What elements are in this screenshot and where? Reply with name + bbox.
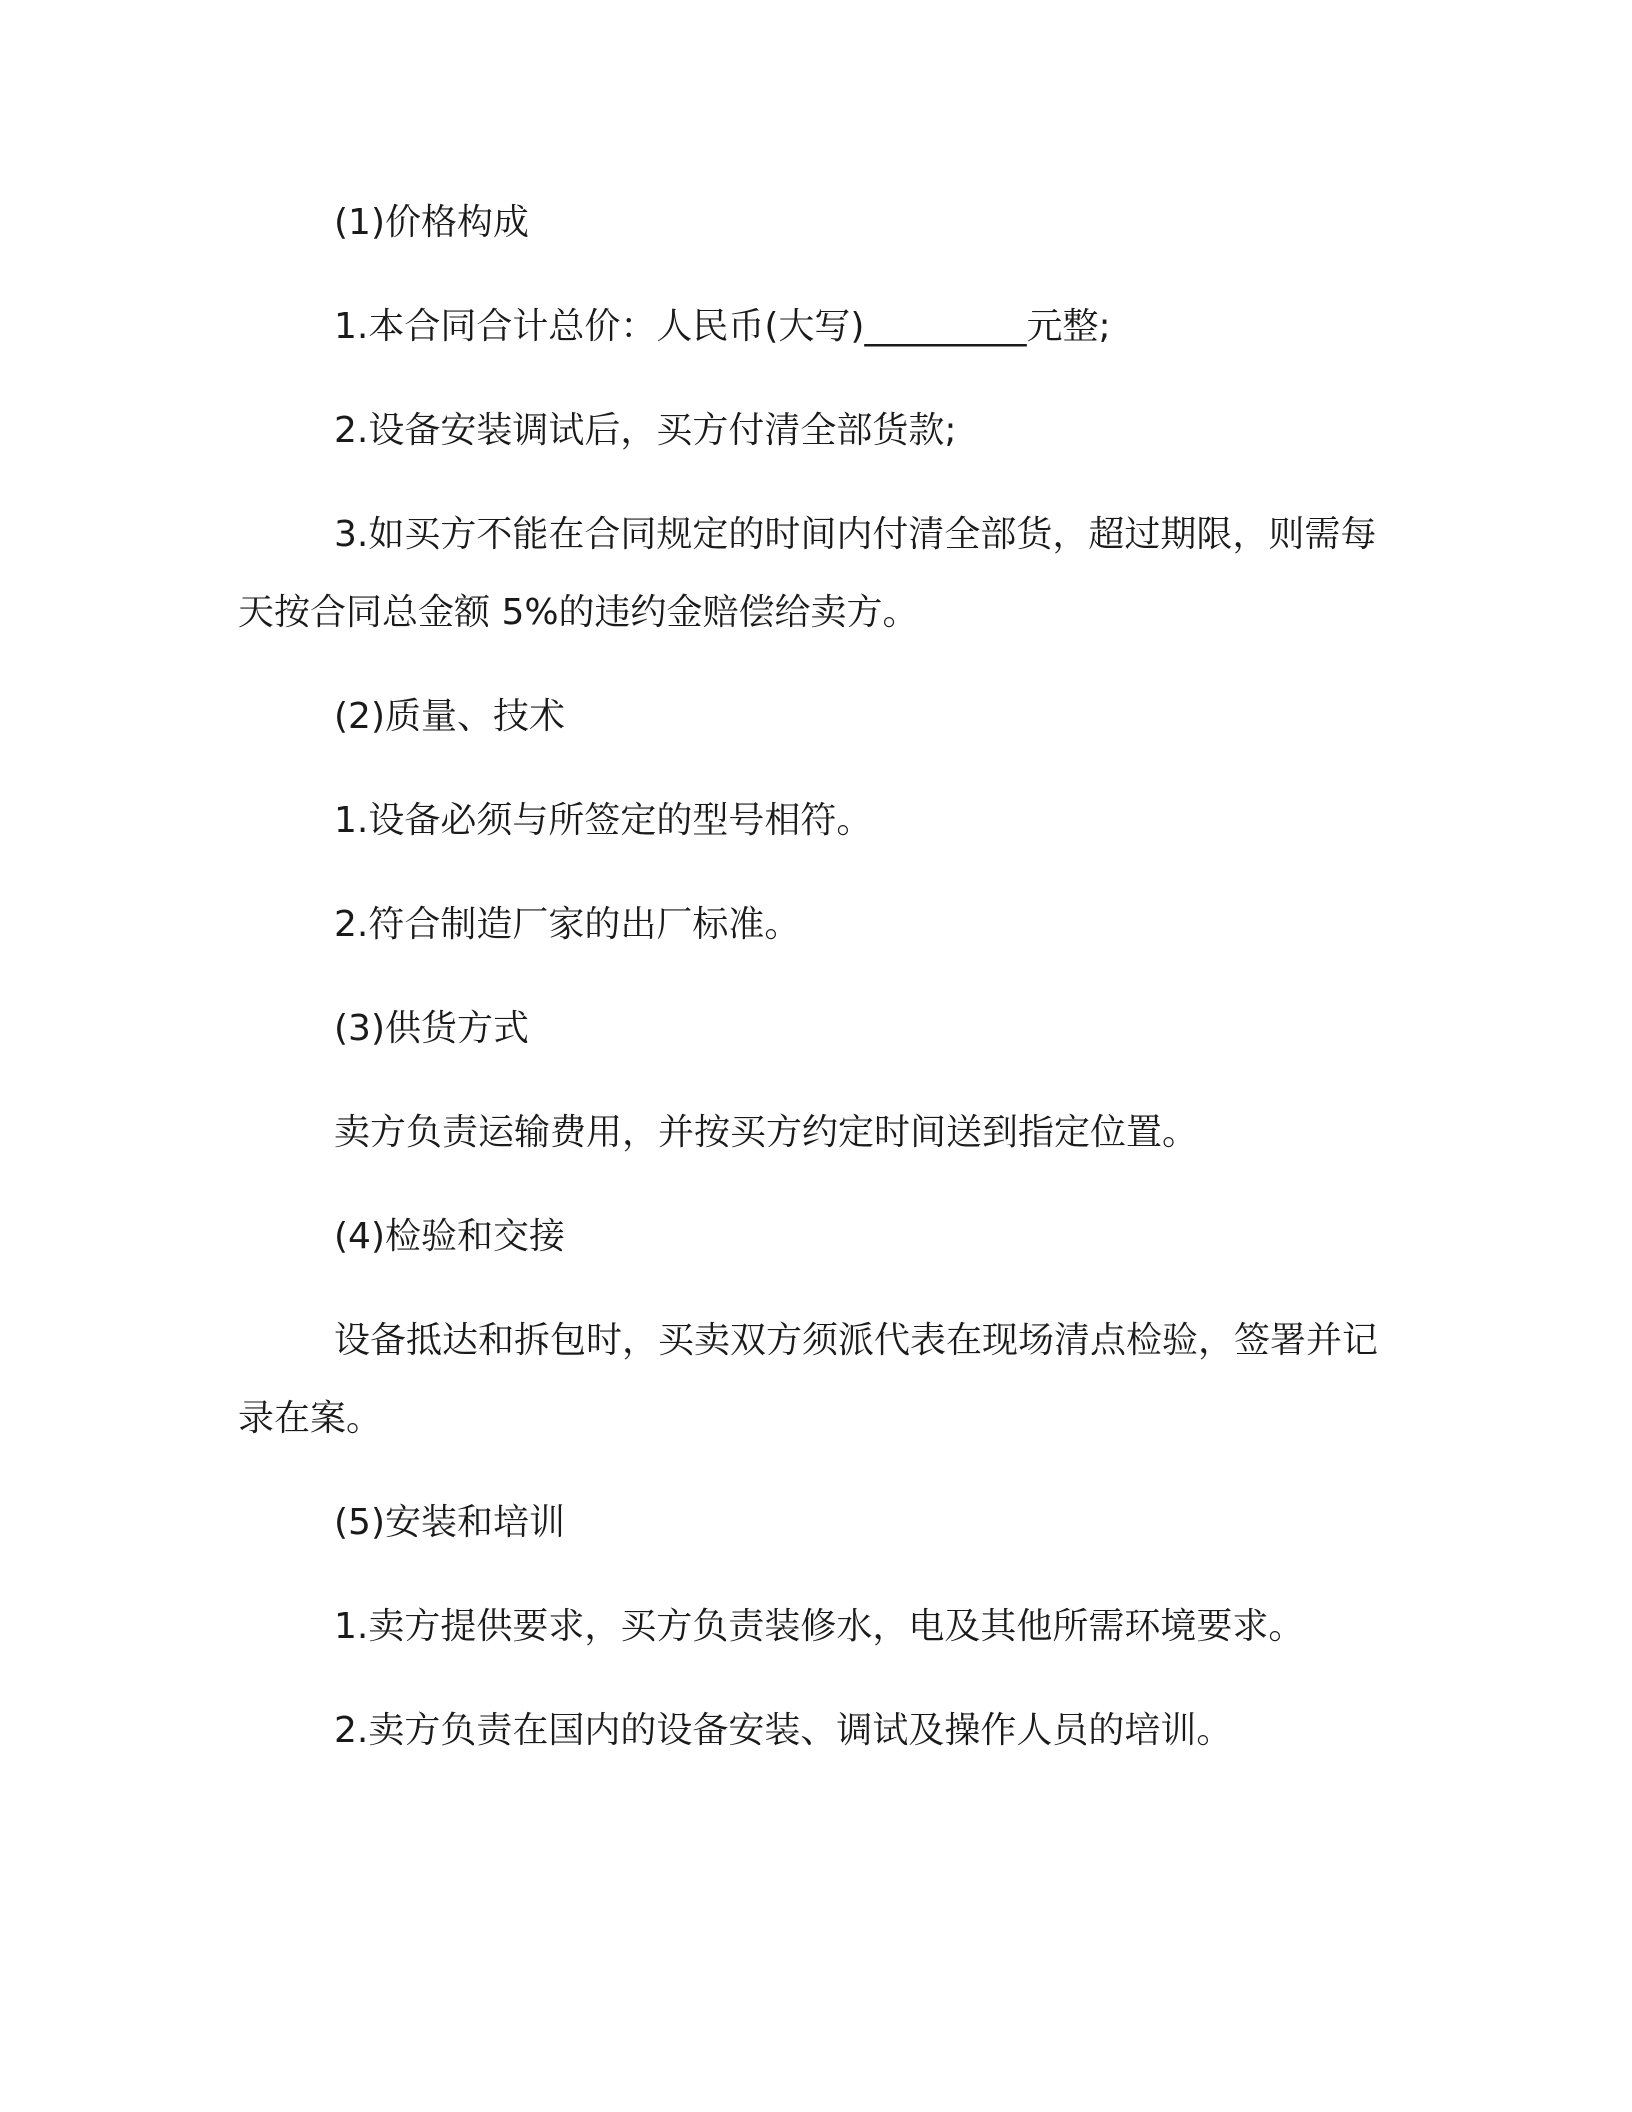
- section-heading-supply: (3)供货方式: [334, 1008, 529, 1049]
- clause-penalty: 3.如买方不能在合同规定的时间内付清全部货，超过期限，则需每天按合同总金额 5%的违约金赔偿给卖方。: [238, 514, 1377, 633]
- clause-transport: 卖方负责运输费用，并按买方约定时间送到指定位置。: [334, 1112, 1199, 1153]
- section-heading-installation: (5)安装和培训: [334, 1502, 565, 1543]
- clause-total-price: 1.本合同合计总价：人民币(大写)_________元整;: [334, 306, 1111, 347]
- clause-environment: 1.卖方提供要求，买方负责装修水，电及其他所需环境要求。: [334, 1606, 1305, 1647]
- clause-inspection: 设备抵达和拆包时，买卖双方须派代表在现场清点检验，签署并记录在案。: [238, 1320, 1379, 1439]
- section-heading-inspection: (4)检验和交接: [334, 1216, 565, 1257]
- section-heading-price: (1)价格构成: [334, 202, 529, 243]
- clause-model-match: 1.设备必须与所签定的型号相符。: [334, 800, 873, 841]
- section-heading-quality: (2)质量、技术: [334, 696, 565, 737]
- document-body: [238, 184, 1378, 1796]
- clause-payment: 2.设备安装调试后，买方付清全部货款;: [334, 410, 957, 451]
- clause-factory-standard: 2.符合制造厂家的出厂标准。: [334, 904, 801, 945]
- clause-training: 2.卖方负责在国内的设备安装、调试及操作人员的培训。: [334, 1710, 1233, 1751]
